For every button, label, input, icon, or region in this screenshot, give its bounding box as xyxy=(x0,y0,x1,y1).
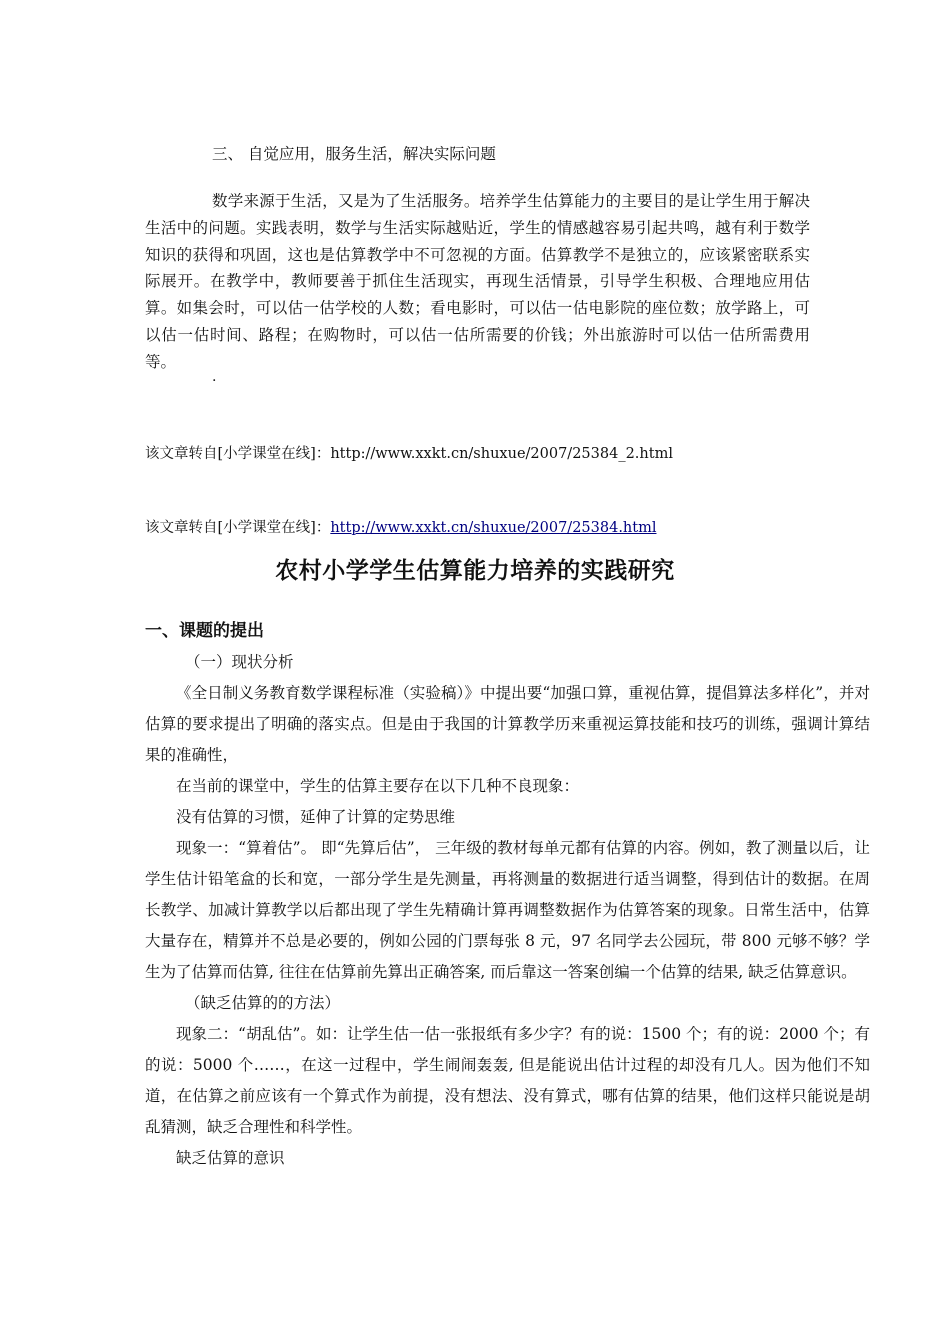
source-note-1 xyxy=(145,442,673,463)
subheading: （缺乏估算的的方法） xyxy=(185,994,341,1012)
source-link[interactable]: http://www.xxkt.cn/shuxue/2007/25384.html xyxy=(330,520,657,536)
article-title: 农村小学学生估算能力培养的实践研究 xyxy=(275,558,675,584)
paragraph: 在当前的课堂中，学生的估算主要存在以下几种不良现象： xyxy=(176,777,580,795)
paragraph: 现象一：“算着估”。 即“先算后估”， 三年级的教材每单元都有估算的内容。例如，教了测量以后，让学生估计铅笔盒的长和宽，一部分学生是先测量，再将测量的数据进行适当调整，得到估计的数据。在周长教学、加减计算教学以后都出现了学生先精确计算再调整数据作为估算答案的现象。日常生活中，估算大量存在，精算并不总是必要的，例如公园的门票每张 8 元，97 名同学去公园玩，带 800 元够不够？学生为了估算而估算, 往往在估算前先算出正确答案, 而后靠这一答案创编一个估算的结果, 缺乏估算意识。 xyxy=(145,839,870,981)
section-paragraph: 数学来源于生活，又是为了生活服务。培养学生估算能力的主要目的是让学生用于解决生活中的问题。实践表明，数学与生活实际越贴近，学生的情感越容易引起共鸣，越有利于数学知识的获得和巩固，这也是估算教学中不可忽视的方面。估算教学不是独立的，应该紧密联系实际展开。在教学中，教师要善于抓住生活现实，再现生活情景，引导学生积极、合理地应用估算。如集会时，可以估一估学校的人数；看电影时，可以估一估电影院的座位数；放学路上，可以估一估时间、路程；在购物时，可以估一估所需要的价钱；外出旅游时可以估一估所需费用等。 xyxy=(145,192,810,371)
paragraph: 现象二：“胡乱估”。如：让学生估一估一张报纸有多少字？有的说：1500 个；有的说：2000 个；有的说：5000 个……，在这一过程中，学生闹闹轰轰, 但是能说出估计过程的却没有几人。因为他们不知道，在估算之前应该有一个算式作为前提，没有想法、没有算式，哪有估算的结果，他们这样只能说是胡乱猜测，缺乏合理性和科学性。 xyxy=(145,1025,870,1136)
article-body xyxy=(145,647,870,1174)
paragraph: 没有估算的习惯，延伸了计算的定势思维 xyxy=(176,808,456,826)
stray-dot: . xyxy=(212,369,217,385)
paragraph: 《全日制义务教育数学课程标准（实验稿）》中提出要“加强口算，重视估算，提倡算法多样化”，并对估算的要求提出了明确的落实点。但是由于我国的计算教学历来重视运算技能和技巧的训练，强调计算结果的准确性， xyxy=(145,684,870,764)
source-url-text: http://www.xxkt.cn/shuxue/2007/25384_2.html xyxy=(330,446,673,462)
paragraph: 缺乏估算的意识 xyxy=(176,1149,285,1167)
source-note-2 xyxy=(145,516,656,537)
subheading: （一）现状分析 xyxy=(185,653,294,671)
source-prefix: 该文章转自[小学课堂在线]： xyxy=(145,520,331,536)
section-heading-1: 一、课题的提出 xyxy=(145,621,264,641)
source-prefix: 该文章转自[小学课堂在线]： xyxy=(145,446,331,462)
section-heading: 三、 自觉应用，服务生活，解决实际问题 xyxy=(212,145,496,163)
